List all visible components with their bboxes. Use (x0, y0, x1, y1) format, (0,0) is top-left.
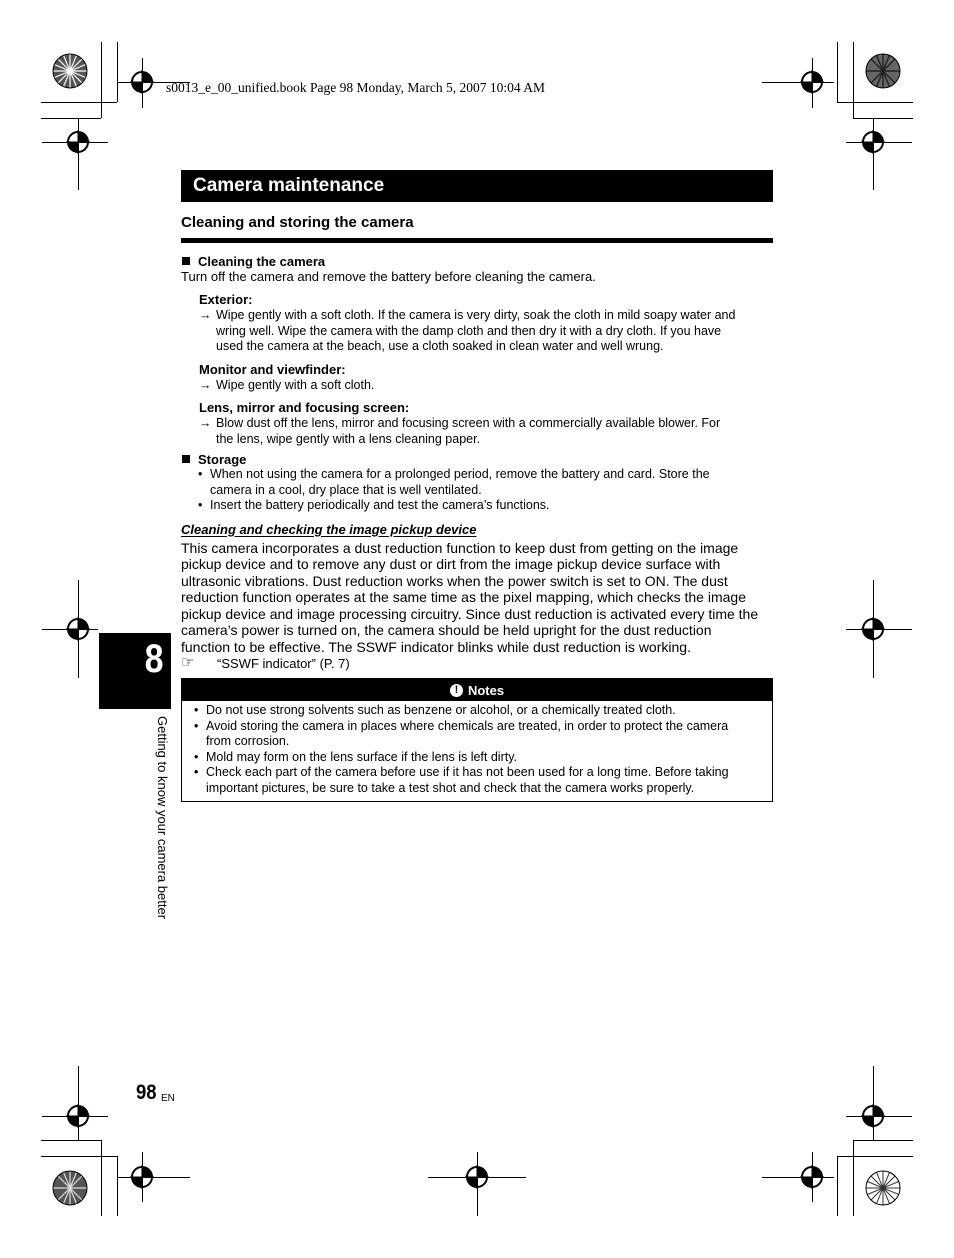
crop-line (853, 1140, 854, 1216)
text-line: This camera incorporates a dust reduction function to keep dust from getting on the image (181, 539, 739, 556)
registration-mark-icon (66, 130, 90, 154)
chapter-tab[interactable] (99, 633, 171, 709)
text-line: used the camera at the beach, use a cloth soaked in clean water and well wrung. (216, 339, 664, 353)
subheading: Cleaning and storing the camera (181, 214, 773, 243)
arrow-icon: → (199, 308, 212, 322)
text-line: When not using the camera for a prolonged period, remove the battery and card. Store the (210, 467, 710, 481)
bullet-icon: • (198, 498, 203, 512)
crop-line (41, 118, 101, 119)
book-header-line: s0013_e_00_unified.book Page 98 Monday, March 5, 2007 10:04 AM (166, 80, 545, 95)
storage-heading (181, 452, 773, 467)
color-wheel-icon (52, 1170, 88, 1206)
text-line: important pictures, be sure to take a test shot and check that the camera works properly. (206, 780, 695, 795)
square-bullet-icon (182, 257, 190, 265)
text-line: Avoid storing the camera in places where chemicals are treated, in order to protect the camera (206, 718, 729, 733)
crop-line (853, 118, 913, 119)
bullet-icon: • (194, 765, 199, 779)
crop-line (101, 42, 102, 118)
text-line: reduction function operates at the same time as the pixel mapping, which checks the image (181, 589, 746, 605)
registration-mark-icon (861, 617, 885, 641)
text-line: pickup device and image processing circuitry. Since dust reduction is activated every time the (181, 605, 759, 622)
lens-text (199, 416, 773, 447)
crop-line (41, 1156, 117, 1157)
pickup-paragraph (181, 540, 773, 656)
monitor-text (199, 378, 773, 394)
monitor-label: Monitor and viewfinder: (199, 361, 346, 377)
registration-mark-icon (130, 1165, 154, 1189)
reference-hand-icon: ☞ (181, 654, 195, 671)
chapter-number: 8 (144, 637, 164, 681)
crop-line (837, 1156, 838, 1216)
arrow-icon: → (199, 416, 212, 430)
crop-line (117, 1156, 118, 1216)
text-line: camera’s power is turned on, the camera should be held upright for the dust reduction (181, 622, 712, 638)
crop-line (853, 1140, 913, 1141)
reference-link[interactable]: “SSWF indicator” (P. 7) (217, 656, 350, 671)
registration-mark-icon (465, 1165, 489, 1189)
crop-line (101, 1140, 102, 1216)
note-item (182, 703, 762, 719)
bullet-icon: • (194, 718, 199, 733)
main-content (181, 170, 773, 802)
registration-mark-icon (800, 1165, 824, 1189)
text-line: function to be effective. The SSWF indicator blinks while dust reduction is working. (181, 638, 691, 655)
text-line: Wipe gently with a soft cloth. If the camera is very dirty, soak the cloth in mild soapy water and (216, 308, 736, 322)
text-line: Do not use strong solvents such as benzene or alcohol, or a chemically treated cloth. (206, 703, 676, 717)
note-item (182, 719, 762, 750)
text-line: Wipe gently with a soft cloth. (216, 377, 375, 392)
text-line: ultrasonic vibrations. Dust reduction works when the power switch is set to ON. The dust (181, 572, 728, 589)
cleaning-intro: Turn off the camera and remove the battery before cleaning the camera. (181, 269, 596, 284)
registration-mark-icon (130, 70, 154, 94)
section-title: Camera maintenance (181, 170, 773, 202)
chapter-title-vertical (156, 716, 170, 960)
registration-mark-icon (861, 130, 885, 154)
cleaning-details (181, 292, 773, 447)
cleaning-heading (181, 254, 773, 269)
text-line: Blow dust off the lens, mirror and focusing screen with a commercially available blower. For (216, 416, 721, 430)
text-line: Mold may form on the lens surface if the lens is left dirty. (206, 749, 518, 764)
cleaning-heading-text: Cleaning the camera (198, 254, 326, 269)
text-line: the lens, wipe gently with a lens cleaning paper. (216, 431, 481, 446)
bullet-icon: • (194, 703, 199, 717)
pickup-heading: Cleaning and checking the image pickup device (181, 521, 477, 537)
crop-line (837, 42, 838, 102)
text-line: Check each part of the camera before use if it has not been used for a long time. Before taking (206, 765, 729, 779)
crop-line (853, 42, 854, 118)
exterior-label: Exterior: (199, 292, 253, 307)
text-line: from corrosion. (206, 734, 290, 748)
notes-box (181, 678, 773, 802)
crop-line (41, 102, 117, 103)
registration-mark-icon (800, 70, 824, 94)
text-line: Insert the battery periodically and test the camera’s functions. (210, 498, 550, 512)
cross-reference[interactable] (181, 655, 773, 672)
registration-mark-icon (66, 1104, 90, 1128)
color-wheel-icon (52, 53, 88, 89)
page-number: 98 (136, 1081, 157, 1104)
bullet-icon: • (198, 467, 203, 481)
storage-bullet (181, 467, 773, 498)
registration-mark-icon (861, 1104, 885, 1128)
chapter-title: Getting to know your camera better (155, 716, 170, 920)
storage-heading-text: Storage (198, 452, 247, 467)
crop-line (837, 102, 913, 103)
color-wheel-icon (865, 53, 901, 89)
notes-body (182, 701, 772, 801)
text-line: wring well. Wipe the camera with the damp cloth and then dry it with a dry cloth. If you have (216, 323, 722, 338)
language-code: EN (161, 1093, 175, 1104)
lens-label: Lens, mirror and focusing screen: (199, 400, 410, 415)
caution-icon: ! (450, 684, 463, 697)
arrow-icon: → (199, 377, 212, 392)
storage-bullet (181, 498, 773, 514)
crop-line (117, 42, 118, 102)
registration-mark-icon (66, 617, 90, 641)
notes-header (182, 679, 772, 701)
exterior-text (199, 308, 773, 355)
crop-line (837, 1156, 913, 1157)
bullet-icon: • (194, 749, 199, 764)
note-item (182, 750, 762, 766)
square-bullet-icon (182, 455, 190, 463)
note-item (182, 765, 762, 796)
color-wheel-icon (865, 1170, 901, 1206)
text-line: camera in a cool, dry place that is well ventilated. (210, 482, 482, 497)
crop-line (41, 1140, 101, 1141)
text-line: pickup device and to remove any dust or dirt from the image pickup device surface with (181, 556, 721, 572)
notes-title: Notes (467, 682, 505, 698)
